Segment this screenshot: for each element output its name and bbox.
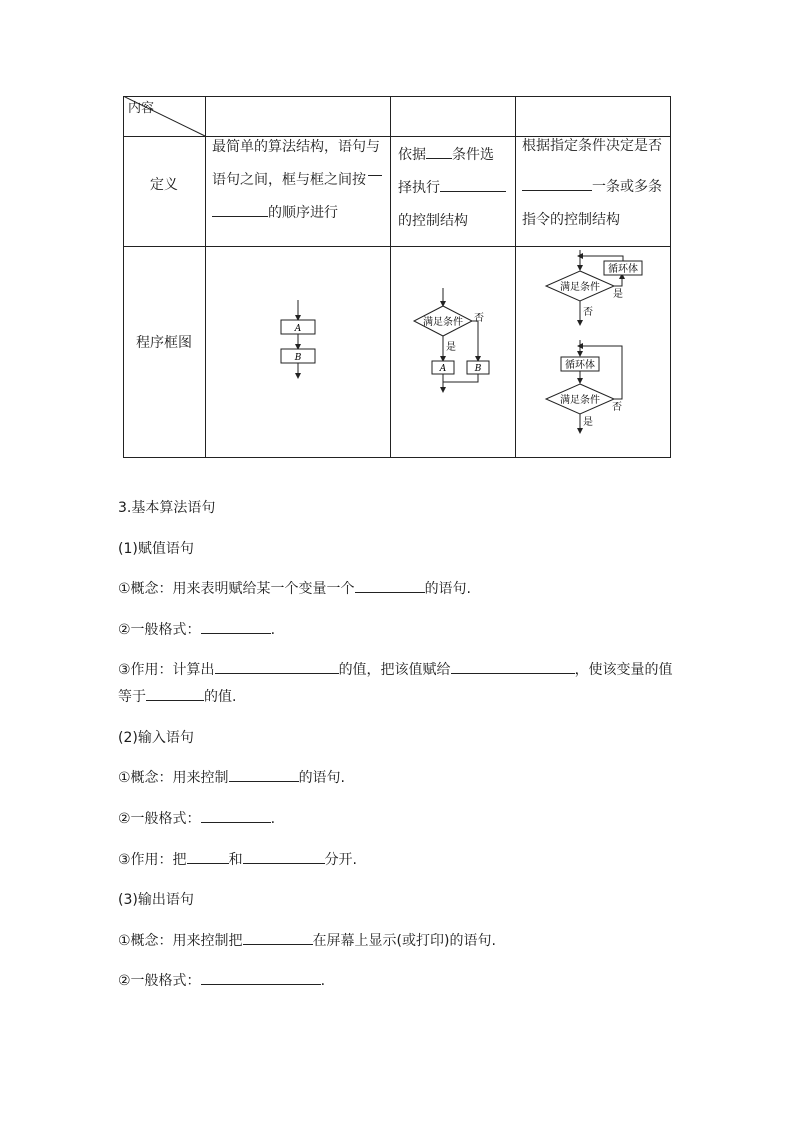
answer-blank[interactable] [215,659,339,674]
loop-definition: 根据指定条件决定是否 一条或多条 指令的控制结构 [522,138,662,228]
answer-blank[interactable] [201,970,321,985]
yes-label: 是 [583,417,593,428]
subsection-title-assignment: (1)赋值语句 [118,541,194,557]
loop-flowchart [540,248,650,434]
answer-blank[interactable] [146,686,204,701]
answer-blank[interactable] [451,659,575,674]
row-label-definition: 定义 [150,177,178,193]
answer-blank[interactable] [201,619,271,634]
output-format: ②一般格式： . [118,970,325,990]
input-concept: ①概念：用来控制 的语句. [118,767,345,787]
subsection-title-output: (3)输出语句 [118,892,194,908]
no-label: 否 [474,313,484,324]
condition-definition: 依据 条件选 择执行 的控制结构 [398,139,514,238]
input-format: ②一般格式： . [118,808,275,828]
answer-blank[interactable] [187,849,229,864]
yes-label: 是 [446,342,456,353]
process-box-b-label: B [294,353,302,363]
sequence-flowchart [270,300,330,380]
decision-label: 满足条件 [423,317,463,328]
section-title: 3.基本算法语句 [118,500,216,516]
answer-blank[interactable] [440,177,506,192]
yes-label: 是 [613,289,623,300]
process-box-b-label: B [474,364,482,374]
answer-blank[interactable] [243,849,325,864]
answer-blank[interactable] [355,578,425,593]
table-rule [515,96,516,458]
answer-blank[interactable] [426,144,452,159]
process-box-a-label: A [294,324,302,334]
answer-blank[interactable] [201,808,271,823]
answer-blank[interactable] [243,930,313,945]
assignment-effect-cont: 等于 的值. [118,686,236,706]
sequence-definition: 最简单的算法结构，语句与 语句之间，框与框之间按 的顺序进行 [212,139,380,221]
corner-label: 内容 [128,101,155,116]
output-concept: ①概念：用来控制把 在屏幕上显示(或打印)的语句. [118,930,496,950]
no-label: 否 [612,402,622,413]
table-border-right [670,96,671,458]
subsection-title-input: (2)输入语句 [118,730,194,746]
input-effect: ③作用：把 和 分开. [118,849,357,869]
assignment-format: ②一般格式： . [118,619,275,639]
decision-label: 满足条件 [560,282,600,293]
table-rule [390,96,391,458]
answer-blank[interactable] [212,202,268,217]
process-box-a-label: A [439,364,447,374]
row-label-flowchart: 程序框图 [136,335,192,351]
table-rule [205,96,206,458]
answer-blank[interactable] [368,161,382,176]
answer-blank[interactable] [229,767,299,782]
loop-body-label: 循环体 [608,264,638,275]
answer-blank[interactable] [522,176,592,191]
table-border-left [123,96,124,458]
assignment-effect: ③作用：计算出 的值，把该值赋给 ，使该变量的值 [118,659,673,679]
conditional-flowchart [408,286,500,394]
decision-label: 满足条件 [560,395,600,406]
no-label: 否 [583,307,593,318]
loop-body-label: 循环体 [565,360,595,371]
assignment-concept: ①概念：用来表明赋给某一个变量一个 的语句. [118,578,471,598]
